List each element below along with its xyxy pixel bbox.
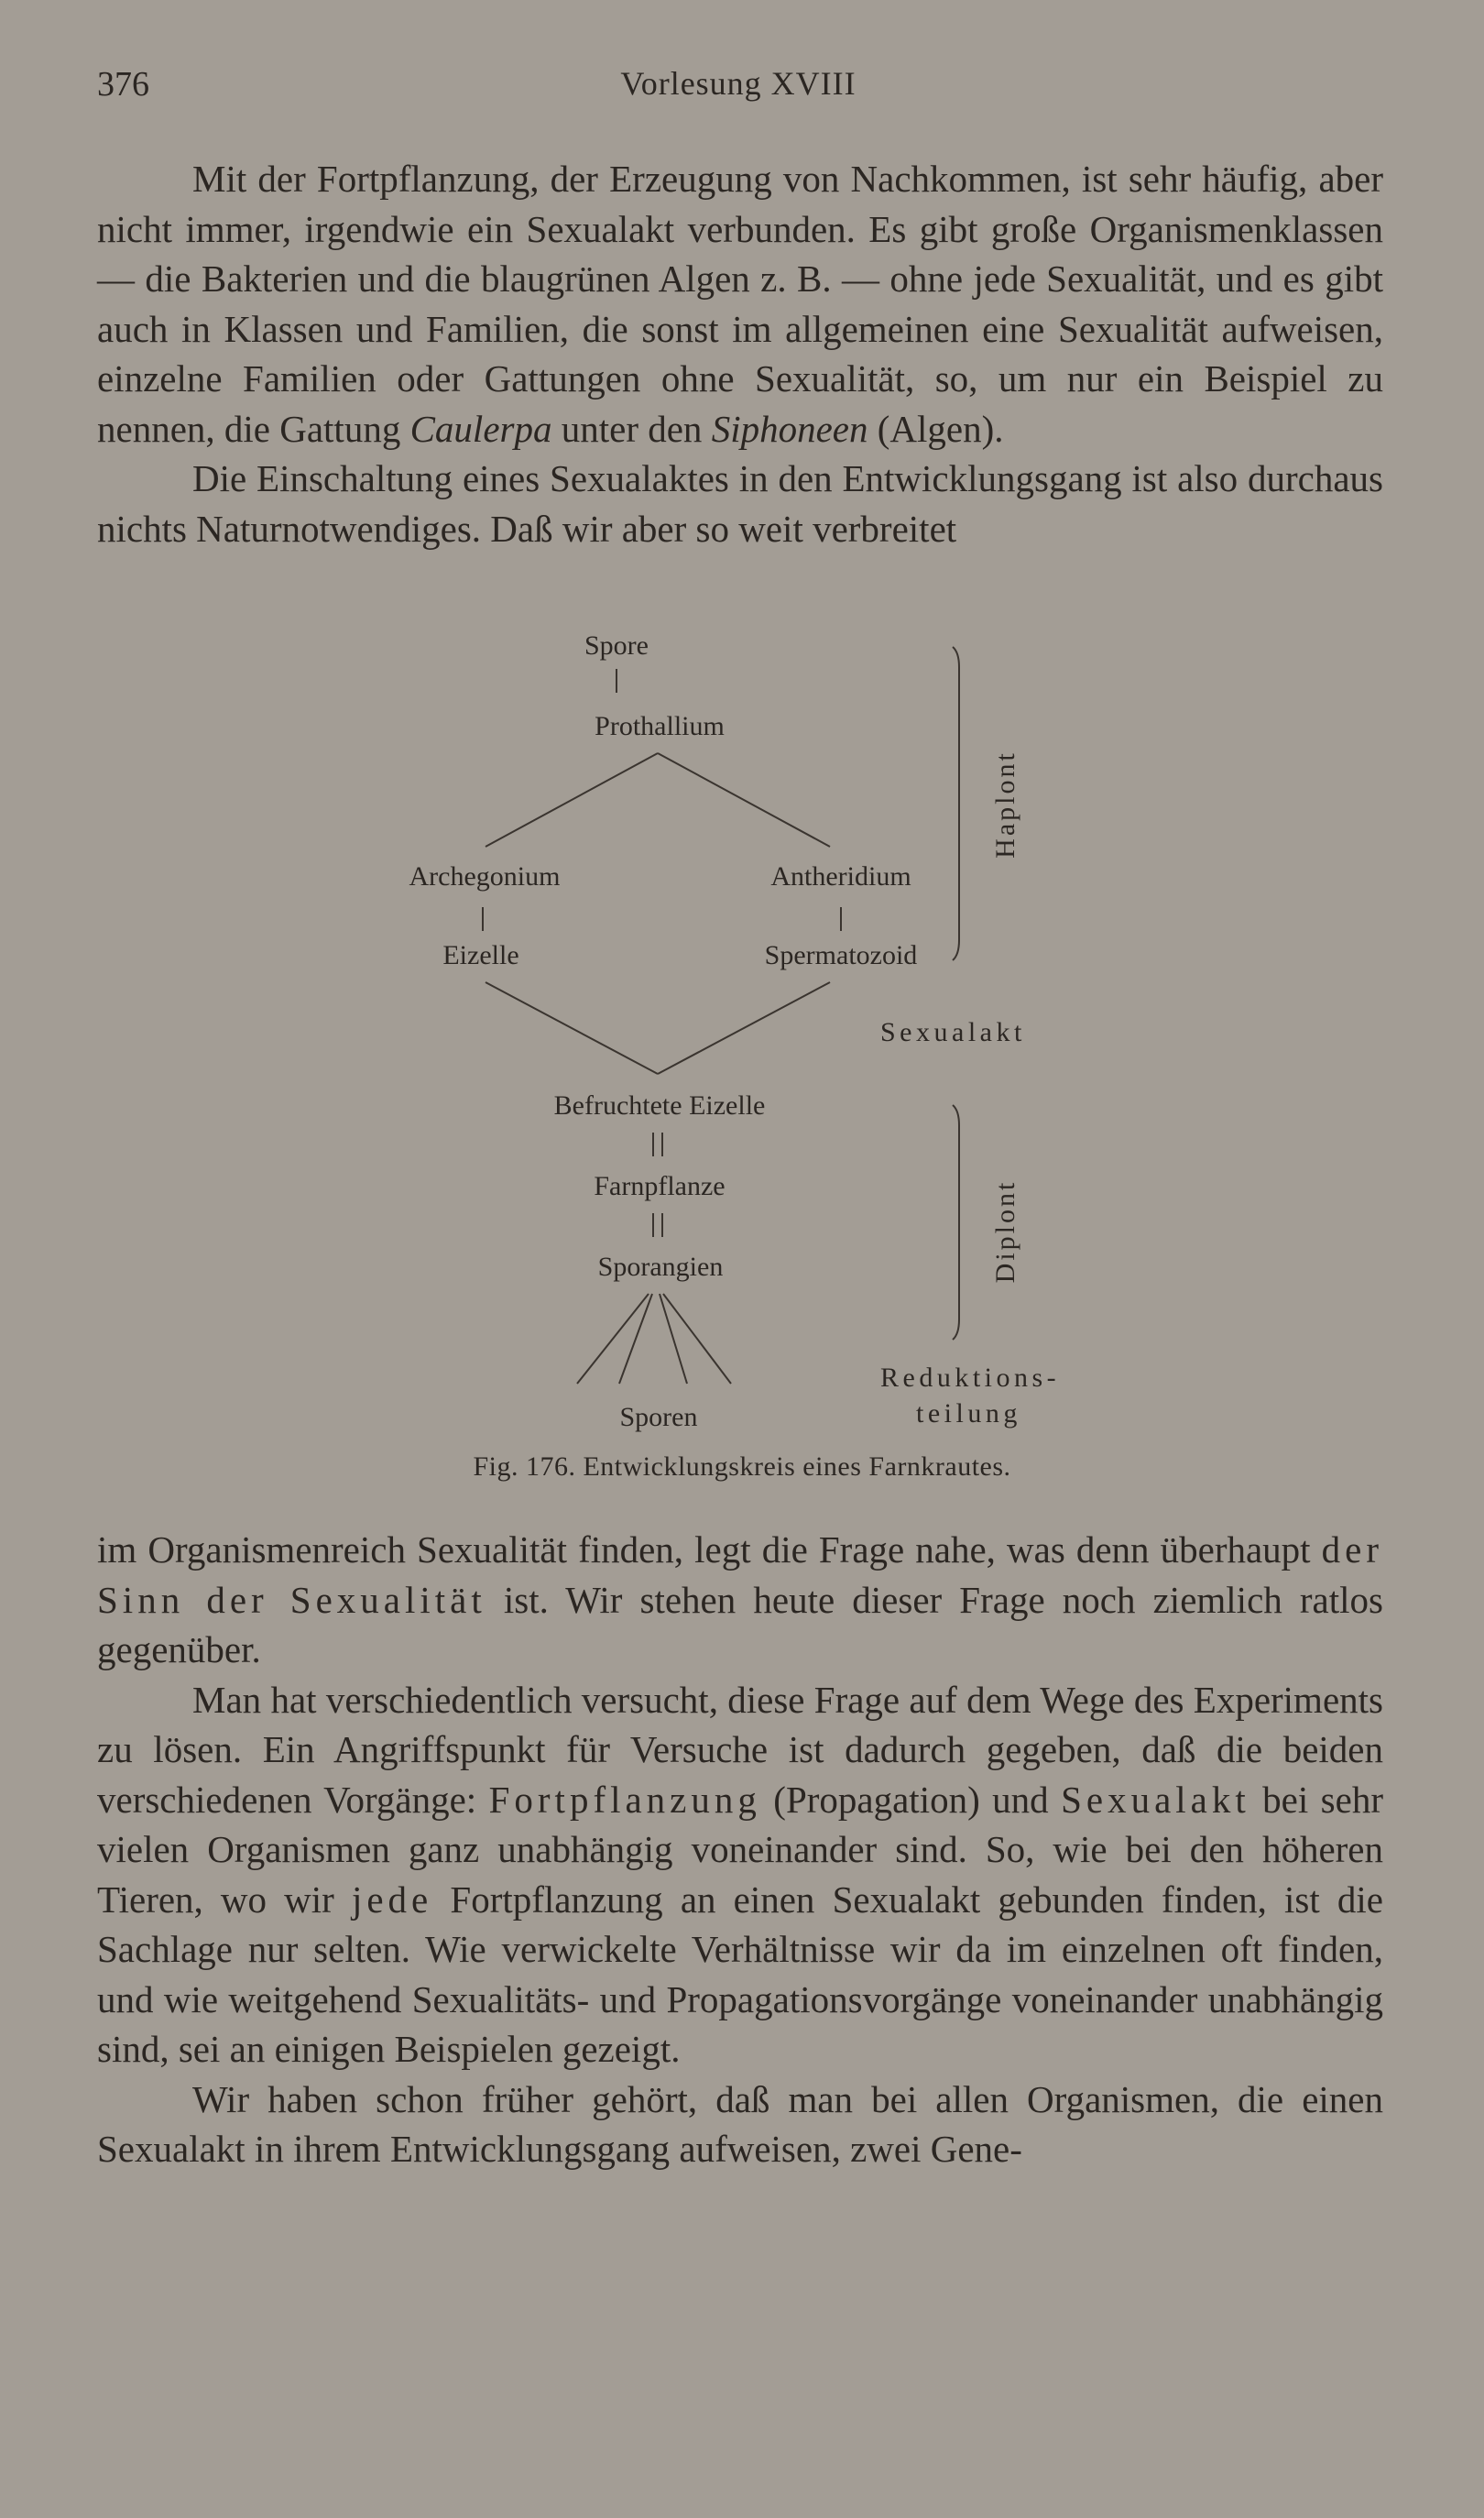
paragraph: Wir haben schon früher gehört, daß man bei allen Organismen, die einen Sexualakt in ihrem Entwicklungsgang aufweisen, zwei Gene- (97, 2077, 1383, 2170)
node-sporen: Sporen (619, 1402, 698, 1432)
text-block-bottom (97, 1525, 1383, 2174)
diplont-bracket (953, 1105, 959, 1340)
node-antheridium: Antheridium (770, 861, 911, 892)
genus-name: Caulerpa (409, 407, 552, 450)
node-sporangien: Sporangien (597, 1252, 724, 1282)
emphasis-spaced: jede (351, 1878, 433, 1921)
connector-line (658, 753, 830, 847)
running-head: Vorlesung XVIII (620, 65, 857, 102)
emphasis-spaced: Fortpflanzung (488, 1778, 761, 1821)
label-diplont: Diplont (989, 1179, 1020, 1284)
node-archegonium: Archegonium (409, 861, 561, 892)
page-number: 376 (97, 65, 149, 104)
node-befruchtete-eizelle: Befruchtete Eizelle (553, 1090, 766, 1121)
node-spore: Spore (584, 630, 649, 661)
label-reduktionsteilung-line2: teilung (916, 1398, 1021, 1429)
paragraph: im Organismenreich Sexualität finden, legt die Frage nahe, was denn überhaupt der Sinn der Sexualität ist. Wir stehen heute dieser Frage noch ziemlich ratlos gegenüber. (97, 1528, 1383, 1670)
node-prothallium: Prothallium (595, 711, 725, 741)
emphasis-spaced: Sexualakt (1061, 1778, 1250, 1821)
label-haplont: Haplont (989, 750, 1020, 859)
connector-line (658, 982, 830, 1074)
emphasis-spaced: der Sinn der Sexualität (97, 1528, 1383, 1621)
figure-caption: Fig. 176. Entwicklungskreis eines Farnkrautes. (473, 1451, 1011, 1482)
node-eizelle: Eizelle (442, 940, 519, 970)
label-reduktionsteilung-line1: Reduktions- (880, 1363, 1061, 1393)
node-spermatozoid: Spermatozoid (764, 940, 918, 970)
connector-line (577, 1294, 649, 1384)
connector-line (486, 982, 658, 1074)
connector-line (619, 1294, 652, 1384)
node-farnpflanze: Farnpflanze (594, 1171, 726, 1201)
connector-line (486, 753, 658, 847)
group-name: Siphoneen (711, 407, 868, 450)
paragraph: Die Einschaltung eines Sexualaktes in den Entwicklungsgang ist also durchaus nichts Naturnotwendiges. Daß wir aber so weit verbreitet (97, 457, 1383, 550)
paragraph: Mit der Fortpflanzung, der Erzeugung von Nachkommen, ist sehr häufig, aber nicht immer, irgendwie ein Sexualakt verbunden. Es gibt große Organismenklassen — die Bakterien und die blaugrünen Algen z. B. — ohne jede Sexualität, und es gibt auch in Klassen und Familien, die sonst im allgemeinen eine Sexualität aufweisen, einzelne Familien oder Gattungen ohne Sexualität, so, um nur ein Beispiel zu nennen, die Gattung Caulerpa unter den Siphoneen (Algen). (97, 158, 1383, 450)
label-sexualakt: Sexualakt (880, 1017, 1026, 1047)
paragraph: Man hat verschiedentlich versucht, diese Frage auf dem Wege des Experiments zu lösen. Ein Angriffspunkt für Versuche ist dadurch gegeben, daß die beiden verschiedenen Vorgänge: Fortpflanzung (Propagation) und Sexualakt bei sehr vielen Organismen ganz unabhängig voneinander sind. So, wie bei den höheren Tieren, wo wir jede Fortpflanzung an einen Sexualakt gebunden finden, ist die Sachlage nur selten. Wie verwickelte Verhältnisse wir da im einzelnen oft finden, und wie weitgehend Sexualitäts- und Propagationsvorgänge voneinander unabhängig sind, sei an einigen Beispielen gezeigt. (97, 1678, 1383, 2070)
haplont-bracket (953, 647, 959, 960)
